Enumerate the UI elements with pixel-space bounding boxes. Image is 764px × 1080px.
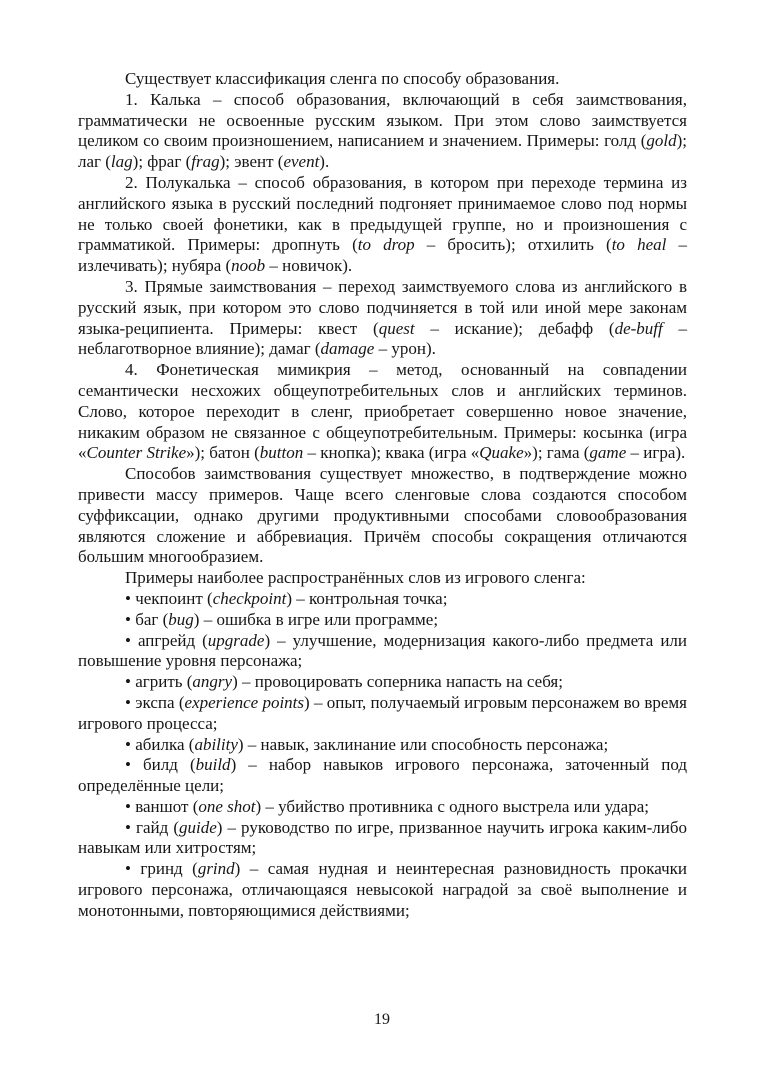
bullet-item: • апгрейд (upgrade) – улучшение, модернизация какого-либо предмета или повышение уровня персонажа; <box>78 630 688 671</box>
bullet-item: • экспа (experience points) – опыт, получаемый игровым персонажем во время игрового процесса; <box>78 692 687 733</box>
bullet-item: • абилка (ability) – навык, заклинание или способность персонажа; <box>125 734 609 754</box>
bullet-item: • гайд (guide) – руководство по игре, призванное научить игрока каким-либо навыкам или хитростям; <box>78 817 687 858</box>
bullet-item: • гринд (grind) – самая нудная и неинтересная разновидность прокачки игрового персонажа, отличающаяся невысокой наградой за своё выполнение и монотонными, повторяющимися действиями; <box>78 859 687 920</box>
page-body <box>78 69 687 922</box>
bullet-item: • чекпоинт (checkpoint) – контрольная точка; <box>125 588 448 608</box>
paragraph: 4. Фонетическая мимикрия – метод, основанный на совпадении семантически несхожих общеупотребительных слов и английских терминов. Слово, которое переходит в сленг, приобретает совершенно новое значение, никаким образом не связанное с общеупотребительным. Примеры: косынка (игра «Counter Strike»); батон (button – кнопка); квака (игра «Quake»); гама (game – игра). <box>78 360 687 463</box>
paragraph: Примеры наиболее распространённых слов из игрового сленга: <box>125 568 586 588</box>
page-number: 19 <box>374 1011 390 1028</box>
paragraph: Существует классификация сленга по способу образования. <box>125 69 560 88</box>
paragraph: 1. Калька – способ образования, включающий в себя заимствования, грамматически не освоенные русским языком. При этом слово заимствуется целиком со своим произношением, написанием и значением. Примеры: голд (gold); лаг (lag); фраг (frag); эвент (event). <box>78 89 687 172</box>
paragraph: 2. Полукалька – способ образования, в котором при переходе термина из английского языка в русский последний подгоняет принимаемое слово под нормы не только своей фонетики, как в предыдущей группе, но и произношения с грамматикой. Примеры: дропнуть (to drop – бросить); отхилить (to heal – излечивать); нубяра (noob – новичок). <box>78 172 687 276</box>
bullet-item: • баг (bug) – ошибка в игре или программе; <box>125 609 439 629</box>
bullet-item: • ваншот (one shot) – убийство противника с одного выстрела или удара; <box>125 796 649 816</box>
paragraph: Способов заимствования существует множество, в подтверждение можно привести массу примеров. Чаще всего сленговые слова создаются способом суффиксации, однако другими продуктивными способами словообразования являются сложение и аббревиация. Причём способы сокращения отличаются большим многообразием. <box>78 464 687 567</box>
bullet-item: • билд (build) – набор навыков игрового персонажа, заточенный под определённые цели; <box>78 755 687 796</box>
bullet-item: • агрить (angry) – провоцировать соперника напасть на себя; <box>125 672 563 692</box>
paragraph: 3. Прямые заимствования – переход заимствуемого слова из английского в русский язык, при котором это слово подчиняется в той или иной мере законам языка-реципиента. Примеры: квест (quest – искание); дебафф (de-buff – неблаготворное влияние); дамаг (damage – урон). <box>78 276 688 359</box>
